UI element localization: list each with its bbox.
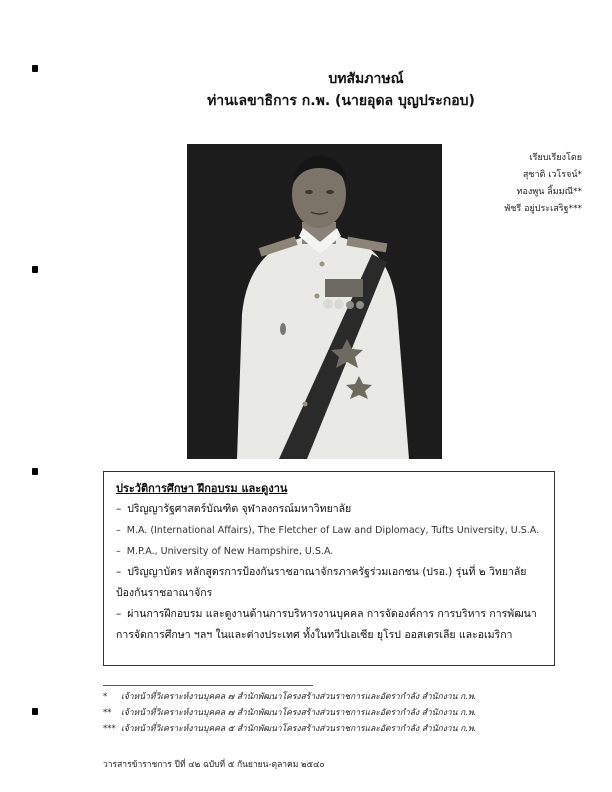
footnotes — [103, 689, 573, 737]
dash-bullet: – — [116, 503, 122, 515]
footnote-text: เจ้าหน้าที่วิเคราะห์งานบุคคล ๕ สำนักพัฒนาโครงสร้างส่วนราชการและอัตรากำลัง สำนักงาน ก.พ. — [121, 724, 477, 734]
footnote — [103, 705, 573, 721]
footnote-text: เจ้าหน้าที่วิเคราะห์งานบุคคล ๗ สำนักพัฒนาโครงสร้างส่วนราชการและอัตรากำลัง สำนักงาน ก.พ. — [121, 708, 477, 718]
punch-hole-mark — [32, 468, 38, 475]
bio-item-text: M.A. (International Affairs), The Fletcher of Law and Diplomacy, Tufts University, U.S.A. — [126, 525, 540, 536]
page-subtitle: ท่านเลขาธิการ ก.พ. (นายอุดล บุญประกอบ) — [207, 93, 475, 109]
bio-item — [116, 562, 542, 604]
bio-item — [116, 499, 542, 520]
dash-bullet: – — [116, 608, 122, 620]
credits-label: เรียบเรียงโดย — [529, 153, 582, 163]
bio-item — [116, 520, 542, 541]
bio-item — [116, 604, 542, 646]
footnote-divider — [103, 685, 313, 686]
footnote-text: เจ้าหน้าที่วิเคราะห์งานบุคคล ๗ สำนักพัฒนาโครงสร้างส่วนราชการและอัตรากำลัง สำนักงาน ก.พ. — [121, 692, 477, 702]
bio-item-text: ผ่านการฝึกอบรม และดูงานด้านการบริหารงานบุคคล การจัดองค์การ การบริหาร การพัฒนา การจัดการศึกษา ฯลฯ ในและต่างประเทศ ทั้งในทวีปเอเซีย ยุโรป ออสเตรเลีย และอเมริกา — [116, 608, 537, 641]
page-title: บทสัมภาษณ์ — [328, 71, 404, 87]
footnote-mark: ** — [103, 708, 112, 718]
bio-item-text: ปริญญารัฐศาสตร์บัณฑิต จุฬาลงกรณ์มหาวิทยาลัย — [127, 503, 352, 515]
journal-footer: วารสารข้าราชการ ปีที่ ๔๒ ฉบับที่ ๕ กันยายน-ตุลาคม ๒๕๔๐ — [103, 760, 325, 770]
punch-hole-mark — [32, 708, 38, 715]
portrait-illustration — [187, 144, 442, 459]
bio-heading: ประวัติการศึกษา ฝึกอบรม และดูงาน — [116, 482, 288, 495]
bio-item — [116, 541, 542, 562]
author-name: สุชาติ เวโรจน์* — [522, 170, 582, 180]
author-credits — [504, 150, 582, 218]
bio-item-text: ปริญญาบัตร หลักสูตรการป้องกันราชอาณาจักรภาครัฐร่วมเอกชน (ปรอ.) รุ่นที่ ๒ วิทยาลัยป้องกันราชอาณาจักร — [116, 566, 527, 599]
dash-bullet: – — [116, 525, 121, 536]
footnote-mark: * — [103, 692, 108, 702]
author-name: พัชรี อยู่ประเสริฐ*** — [504, 204, 582, 214]
footnote-mark: *** — [103, 724, 116, 734]
portrait-photo — [187, 144, 442, 459]
author-name: ทองพูน ลิ้มมณี** — [516, 187, 582, 197]
bio-item-text: M.P.A., University of New Hampshire, U.S.A. — [126, 546, 334, 557]
footnote — [103, 721, 573, 737]
biography-box — [103, 471, 555, 666]
dash-bullet: – — [116, 566, 122, 578]
punch-hole-mark — [32, 266, 38, 273]
dash-bullet: – — [116, 546, 121, 557]
punch-hole-mark — [32, 65, 38, 72]
footnote — [103, 689, 573, 705]
